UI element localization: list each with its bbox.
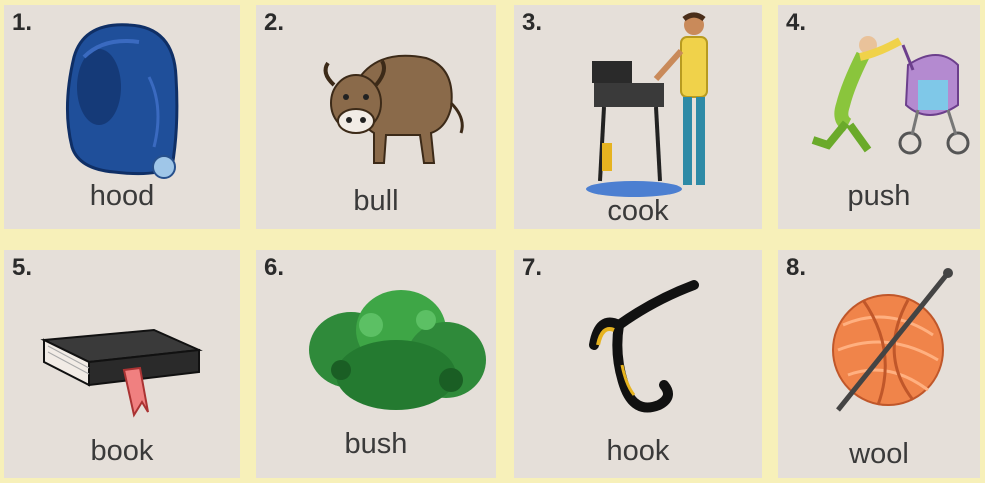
card-number: 4. [786, 9, 807, 36]
hook-icon [584, 275, 714, 425]
card-word: cook [607, 195, 669, 227]
card-4 [778, 5, 980, 229]
card-word: bull [353, 185, 399, 217]
card-number: 3. [522, 9, 543, 36]
card-number: 1. [12, 9, 33, 36]
card-number: 7. [522, 254, 543, 281]
card-number: 5. [12, 254, 33, 281]
cook-icon [584, 11, 734, 201]
card-7 [514, 250, 762, 478]
card-word: bush [344, 428, 408, 460]
bull-icon [316, 23, 466, 173]
card-5 [4, 250, 240, 478]
card-word: wool [849, 438, 909, 470]
hood-icon [54, 17, 194, 187]
wool-ball-icon [818, 265, 968, 425]
card-number: 2. [264, 9, 285, 36]
book-icon [34, 310, 204, 420]
card-2 [256, 5, 496, 229]
push-stroller-icon [808, 25, 978, 185]
bush-icon [301, 280, 491, 420]
card-1 [4, 5, 240, 229]
card-number: 8. [786, 254, 807, 281]
card-3 [514, 5, 762, 229]
card-word: book [90, 435, 154, 467]
card-word: hood [89, 180, 155, 212]
card-word: hook [606, 435, 670, 467]
card-8 [778, 250, 980, 478]
card-word: push [847, 180, 911, 212]
card-6 [256, 250, 496, 478]
card-number: 6. [264, 254, 285, 281]
